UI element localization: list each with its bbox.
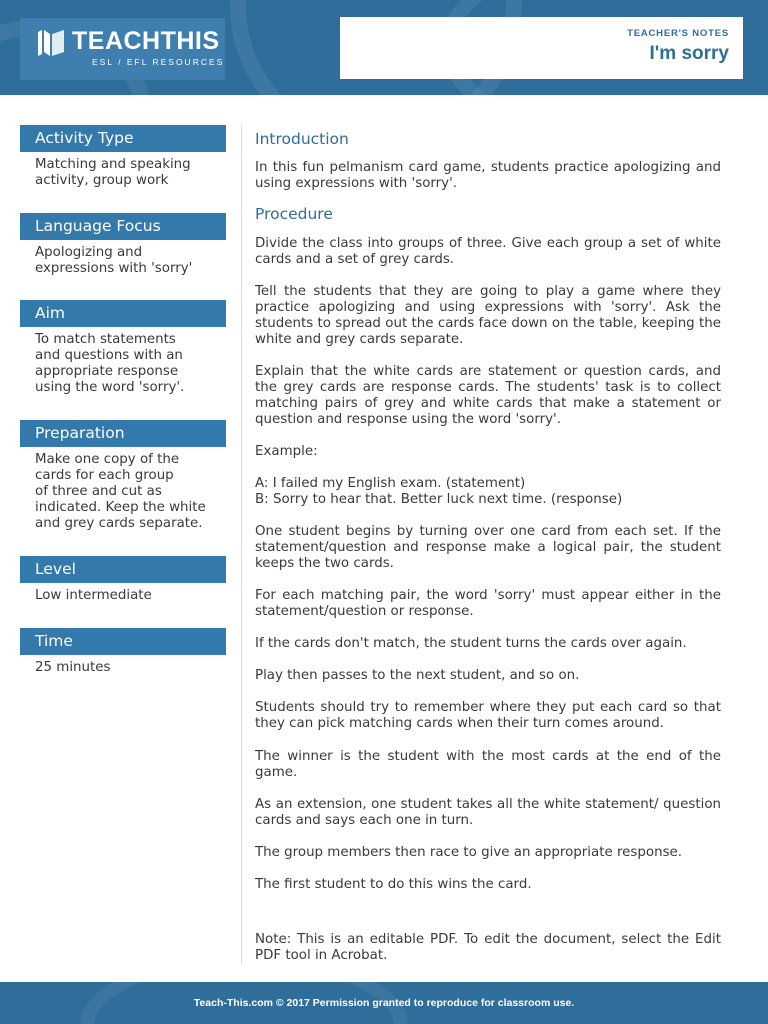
title-panel <box>340 17 743 79</box>
level-block <box>20 556 226 604</box>
preparation-block <box>20 420 226 532</box>
preparation-heading: Preparation <box>20 420 226 447</box>
procedure-paragraph: One student begins by turning over one card from each set. If the statement/question and response make a logical pair, the student keeps the two cards. <box>255 524 721 571</box>
page-header <box>0 0 768 95</box>
procedure-paragraph: Explain that the white cards are statement or question cards, and the grey cards are response cards. The students' task is to collect matching pairs of grey and white cards that make a statement or question and response using the word 'sorry'. <box>255 364 721 427</box>
brand-logo[interactable] <box>20 18 225 80</box>
brand-tagline: ESL / EFL RESOURCES <box>92 57 225 67</box>
aim-heading: Aim <box>20 300 226 327</box>
activity-type-heading: Activity Type <box>20 125 226 152</box>
procedure-paragraph: Students should try to remember where they put each card so that they can pick matching cards when their turn comes around. <box>255 700 721 731</box>
introduction-text: In this fun pelmanism card game, students practice apologizing and using expressions with 'sorry'. <box>255 160 721 191</box>
procedure-paragraph: The first student to do this wins the card. <box>255 877 532 892</box>
language-focus-block <box>20 213 226 277</box>
procedure-paragraph: Tell the students that they are going to play a game where they practice apologizing and using expressions with 'sorry'. Ask the students to spread out the cards face down on the table, keeping the white and grey cards separate. <box>255 284 721 347</box>
activity-type-block <box>20 125 226 189</box>
copyright-text: Teach-This.com © 2017 Permission granted to reproduce for classroom use. <box>193 997 575 1009</box>
teachers-notes-label: TEACHER'S NOTES <box>627 28 729 39</box>
aim-text: To match statements and questions with an appropriate response using the word 'sorry'. <box>35 332 185 395</box>
brand-name: TEACHTHIS <box>72 27 220 55</box>
introduction-heading: Introduction <box>255 130 349 148</box>
language-focus-heading: Language Focus <box>20 213 226 240</box>
preparation-text: Make one copy of the cards for each group of three and cut as indicated. Keep the white and grey cards separate. <box>35 452 206 531</box>
procedure-paragraph: The group members then race to give an appropriate response. <box>255 845 683 860</box>
time-block <box>20 628 226 676</box>
procedure-paragraph: The winner is the student with the most cards at the end of the game. <box>255 749 721 780</box>
procedure-paragraph: If the cards don't match, the student turns the cards over again. <box>255 636 687 651</box>
example-response: B: Sorry to hear that. Better luck next time. (response) <box>255 492 623 507</box>
example-statement: A: I failed my English exam. (statement) <box>255 476 526 491</box>
page-title: I'm sorry <box>649 43 729 64</box>
time-heading: Time <box>20 628 226 655</box>
activity-type-text: Matching and speaking activity, group work <box>35 157 191 188</box>
procedure-paragraph: As an extension, one student takes all the white statement/ question cards and says each one in turn. <box>255 797 721 828</box>
book-icon <box>34 26 68 60</box>
procedure-paragraph: Divide the class into groups of three. Give each group a set of white cards and a set of grey cards. <box>255 236 721 267</box>
language-focus-text: Apologizing and expressions with 'sorry' <box>35 245 193 276</box>
level-text: Low intermediate <box>35 588 152 603</box>
editable-pdf-note: Note: This is an editable PDF. To edit the document, select the Edit PDF tool in Acrobat. <box>255 932 721 963</box>
level-heading: Level <box>20 556 226 583</box>
example-label: Example: <box>255 444 318 459</box>
procedure-heading: Procedure <box>255 205 333 223</box>
procedure-paragraph: Play then passes to the next student, and so on. <box>255 668 580 683</box>
aim-block <box>20 300 226 396</box>
column-divider <box>241 125 242 965</box>
time-text: 25 minutes <box>35 660 111 675</box>
page-footer <box>0 982 768 1024</box>
procedure-paragraph: For each matching pair, the word 'sorry' must appear either in the statement/question or response. <box>255 588 721 619</box>
